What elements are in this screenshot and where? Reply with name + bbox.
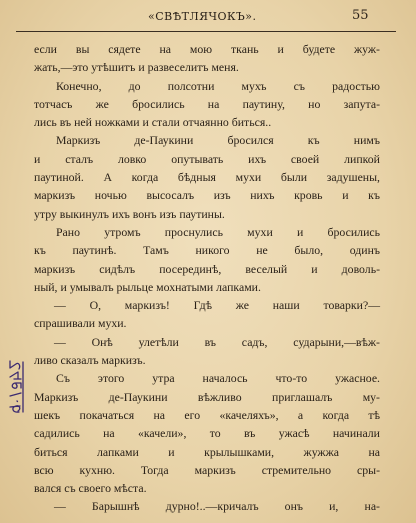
text-line: лись въ ней ножками и стали отчаянно биться.. — [34, 115, 272, 130]
text-line: утру выкинулъ ихъ вонъ изъ паутины. — [34, 206, 225, 221]
page-header — [0, 8, 416, 28]
text-line: жать,—это утѣшитъ и развеселитъ меня. — [34, 60, 239, 75]
text-line: если вы сядете на мою ткань и будете жуж- — [34, 42, 380, 56]
text-line: къ паутинѣ. Тамъ никого не было, одинъ — [34, 243, 380, 258]
handwritten-shelfmark-icon — [4, 346, 26, 416]
running-title: «СВѢТЛЯЧОКЪ». — [148, 10, 257, 23]
text-line: садились на «качели», то въ ужасѣ начинали — [34, 426, 380, 441]
text-line: Съ этого утра началось что-то ужасное. — [56, 371, 380, 386]
text-line: паутиной. А когда бѣдныя мухи были задушены, — [34, 170, 380, 185]
text-line: спрашивали мухи. — [34, 316, 127, 331]
text-line: — Онѣ улетѣли въ садъ, сударыни,—вѣж- — [54, 334, 380, 349]
handwritten-shelfmark-drawing — [4, 346, 26, 416]
text-line: маркизъ ночью высосалъ изъ нихъ кровь и къ — [34, 188, 380, 203]
text-line: Маркизъ де-Паукини вѣжливо приглашалъ му- — [34, 389, 380, 404]
text-line: биться лапками и крылышками, жужжа на — [34, 444, 380, 459]
text-line: тотчасъ же бросились на паутину, но запута- — [34, 96, 380, 111]
text-line: маркизъ сидѣлъ посерединѣ, веселый и доволь- — [34, 261, 380, 276]
text-line: всю кухню. Тогда маркизъ стремительно сры- — [34, 462, 380, 477]
text-line: Рано утромъ проснулись мухи и бросились — [56, 224, 380, 239]
text-line: ный, и умывалъ рыльце мохнатыми лапками. — [34, 279, 261, 294]
text-line: Маркизъ де-Паукини бросился къ нимъ — [56, 133, 380, 148]
header-rule — [16, 31, 396, 32]
text-line: — Барышнѣ дурно!..—кричалъ онъ и, на- — [54, 499, 380, 514]
text-line: Конечно, до полсотни мухъ съ радостью — [56, 78, 380, 93]
text-line: шекъ покачаться на его «качеляхъ», а когда тѣ — [34, 407, 380, 422]
text-line: вался съ своего мѣста. — [34, 481, 147, 496]
body-text — [34, 40, 380, 516]
page-number: 55 — [352, 8, 369, 23]
text-line: — О, маркизъ! Гдѣ же наши товарки?— — [54, 298, 380, 313]
text-line: и сталъ ловко опутывать ихъ своей липкой — [34, 151, 380, 166]
text-line: ливо сказалъ маркизъ. — [34, 353, 146, 368]
